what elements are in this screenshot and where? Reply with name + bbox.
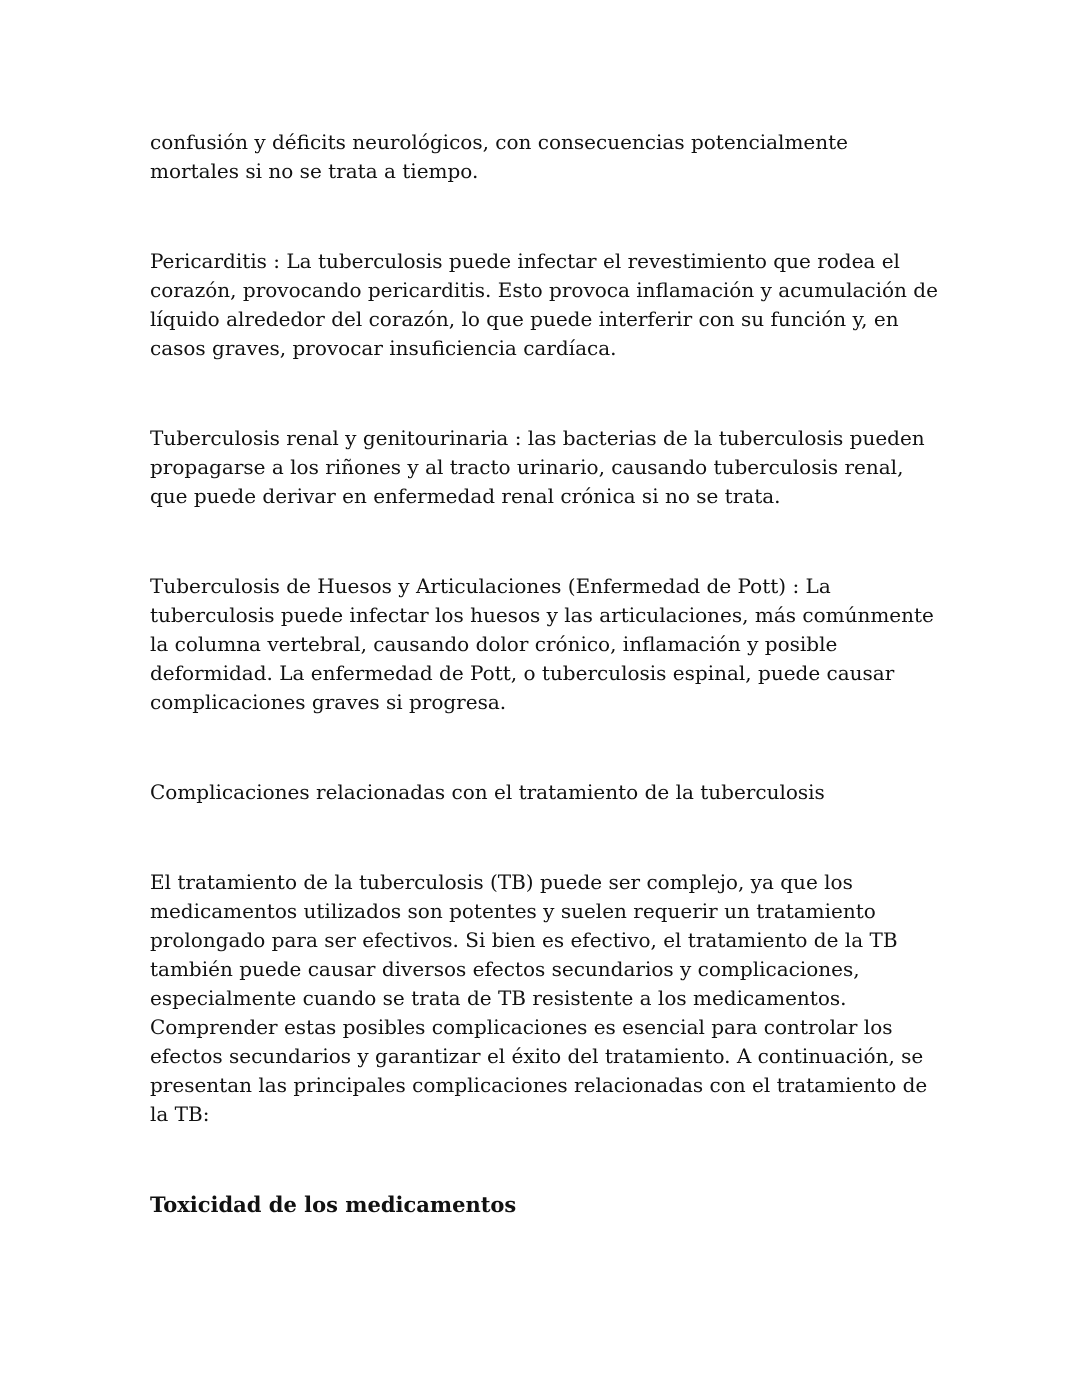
paragraph-confusion: confusión y déficits neurológicos, con consecuencias potencialmente mortales si no se trata a tiempo. — [150, 130, 849, 183]
paragraph-tuberculosis-renal: Tuberculosis renal y genitourinaria : las bacterias de la tuberculosis pueden propagarse a los riñones y al tracto urinario, causando tuberculosis renal, que puede derivar en enfermedad renal crónica si no se trata. — [150, 426, 925, 508]
paragraph-tuberculosis-huesos: Tuberculosis de Huesos y Articulaciones (Enfermedad de Pott) : La tuberculosis puede infectar los huesos y las articulaciones, más comúnmente la columna vertebral, causando dolor crónico, inflamación y posible deformidad. La enfermedad de Pott, o tuberculosis espinal, puede causar complicaciones graves si progresa. — [150, 574, 934, 714]
section-heading-toxicidad: Toxicidad de los medicamentos — [150, 1192, 517, 1217]
paragraph-complicaciones-tratamiento: Complicaciones relacionadas con el tratamiento de la tuberculosis — [150, 780, 825, 804]
document-content — [150, 128, 940, 1219]
paragraph-tratamiento-tb: El tratamiento de la tuberculosis (TB) puede ser complejo, ya que los medicamentos utilizados son potentes y suelen requerir un tratamiento prolongado para ser efectivos. Si bien es efectivo, el tratamiento de la TB también puede causar diversos efectos secundarios y complicaciones, especialmente cuando se trata de TB resistente a los medicamentos. Comprender estas posibles complicaciones es esencial para controlar los efectos secundarios y garantizar el éxito del tratamiento. A continuación, se presentan las principales complicaciones relacionadas con el tratamiento de la TB: — [150, 870, 928, 1126]
paragraph-pericarditis: Pericarditis : La tuberculosis puede infectar el revestimiento que rodea el corazón, provocando pericarditis. Esto provoca inflamación y acumulación de líquido alrededor del corazón, lo que puede interferir con su función y, en casos graves, provocar insuficiencia cardíaca. — [150, 249, 938, 360]
